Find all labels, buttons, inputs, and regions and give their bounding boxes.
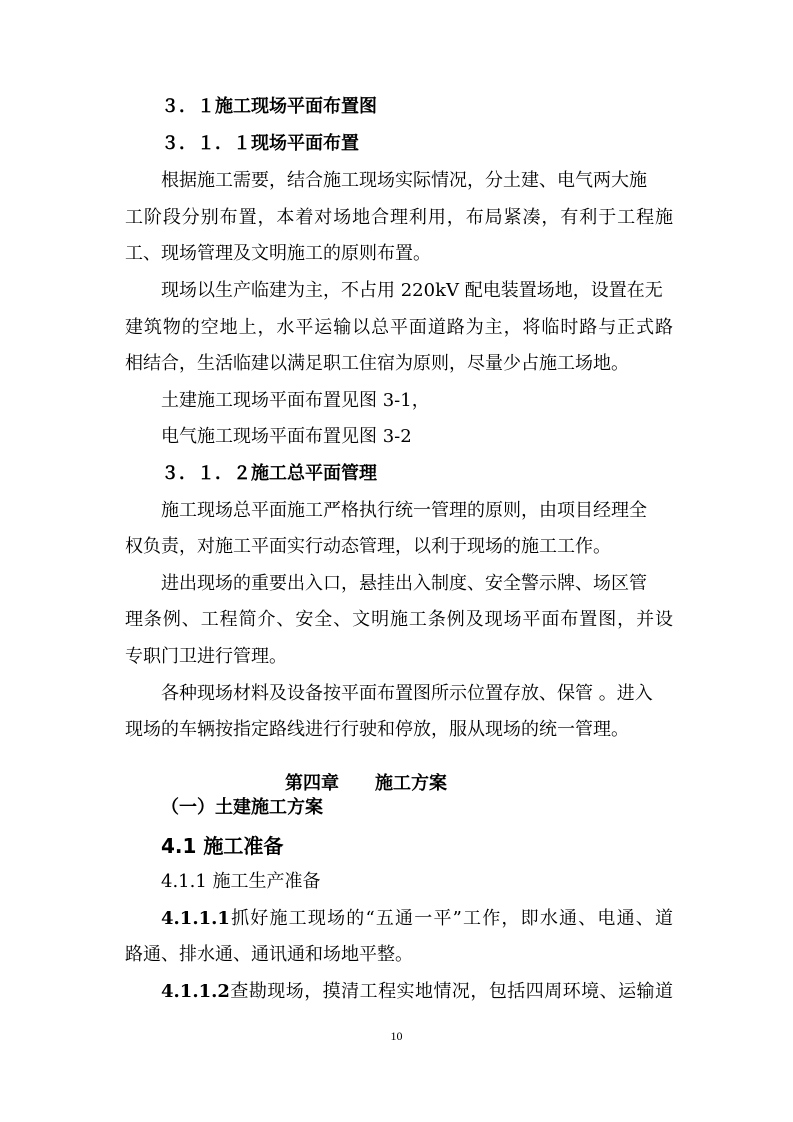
part-heading: （一）土建施工方案 <box>161 797 323 818</box>
subsection-heading-3-1-1: ３．１．１现场平面布置 <box>161 133 359 154</box>
paragraph-line: 进出现场的重要出入口，悬挂出入制度、安全警示牌、场区管 <box>161 573 647 594</box>
paragraph-line: 理条例、工程简介、安全、文明施工条例及现场平面布置图，并设 <box>125 609 673 630</box>
paragraph-line: 工、现场管理及文明施工的原则布置。 <box>125 243 431 264</box>
chapter-title: 施工方案 <box>375 773 447 794</box>
item-4-1-1-1-line <box>161 907 673 931</box>
chapter-heading <box>285 772 447 796</box>
item-text: 抓好施工现场的“五通一平”工作，即水通、电通、道 <box>229 908 673 929</box>
paragraph-line: 建筑物的空地上，水平运输以总平面道路为主，将临时路与正式路 <box>125 317 673 338</box>
paragraph-line: 相结合，生活临建以满足职工住宿为原则，尽量少占施工场地。 <box>125 353 629 374</box>
item-4-1-1-2-line <box>161 980 673 1004</box>
figure-reference: 土建施工现场平面布置见图 3-1， <box>161 390 430 411</box>
item-number: 4.1.1.1 <box>161 908 230 929</box>
item-4-1-1-1-line: 路通、排水通、通讯通和场地平整。 <box>125 944 413 965</box>
paragraph-line: 工阶段分别布置，本着对场地合理利用，布局紧凑，有利于工程施 <box>125 207 673 228</box>
chapter-number: 第四章 <box>285 773 339 794</box>
paragraph-line: 施工现场总平面施工严格执行统一管理的原则，由项目经理全 <box>161 500 647 521</box>
paragraph-line: 根据施工需要，结合施工现场实际情况，分土建、电气两大施 <box>161 170 647 191</box>
item-text: 查勘现场，摸清工程实地情况，包括四周环境、运输道 <box>229 981 673 1002</box>
paragraph-line: 各种现场材料及设备按平面布置图所示位置存放、保管 。进入 <box>161 683 653 704</box>
subsection-heading-4-1-1: 4.1.1 施工生产准备 <box>161 871 321 892</box>
paragraph-line: 现场以生产临建为主，不占用 220kV 配电装置场地，设置在无 <box>161 280 663 301</box>
paragraph-line: 现场的车辆按指定路线进行行驶和停放，服从现场的统一管理。 <box>125 719 629 740</box>
item-number: 4.1.1.2 <box>161 981 230 1002</box>
page-number: 10 <box>390 1029 403 1043</box>
paragraph-line: 专职门卫进行管理。 <box>125 646 287 667</box>
paragraph-line: 权负责，对施工平面实行动态管理，以利于现场的施工工作。 <box>125 536 611 557</box>
subsection-heading-3-1-2: ３．１．２施工总平面管理 <box>161 463 377 484</box>
section-heading-3-1: ３．１施工现场平面布置图 <box>161 96 377 117</box>
section-heading-4-1: 4.1 施工准备 <box>161 834 284 858</box>
figure-reference: 电气施工现场平面布置见图 3-2 <box>161 426 412 447</box>
